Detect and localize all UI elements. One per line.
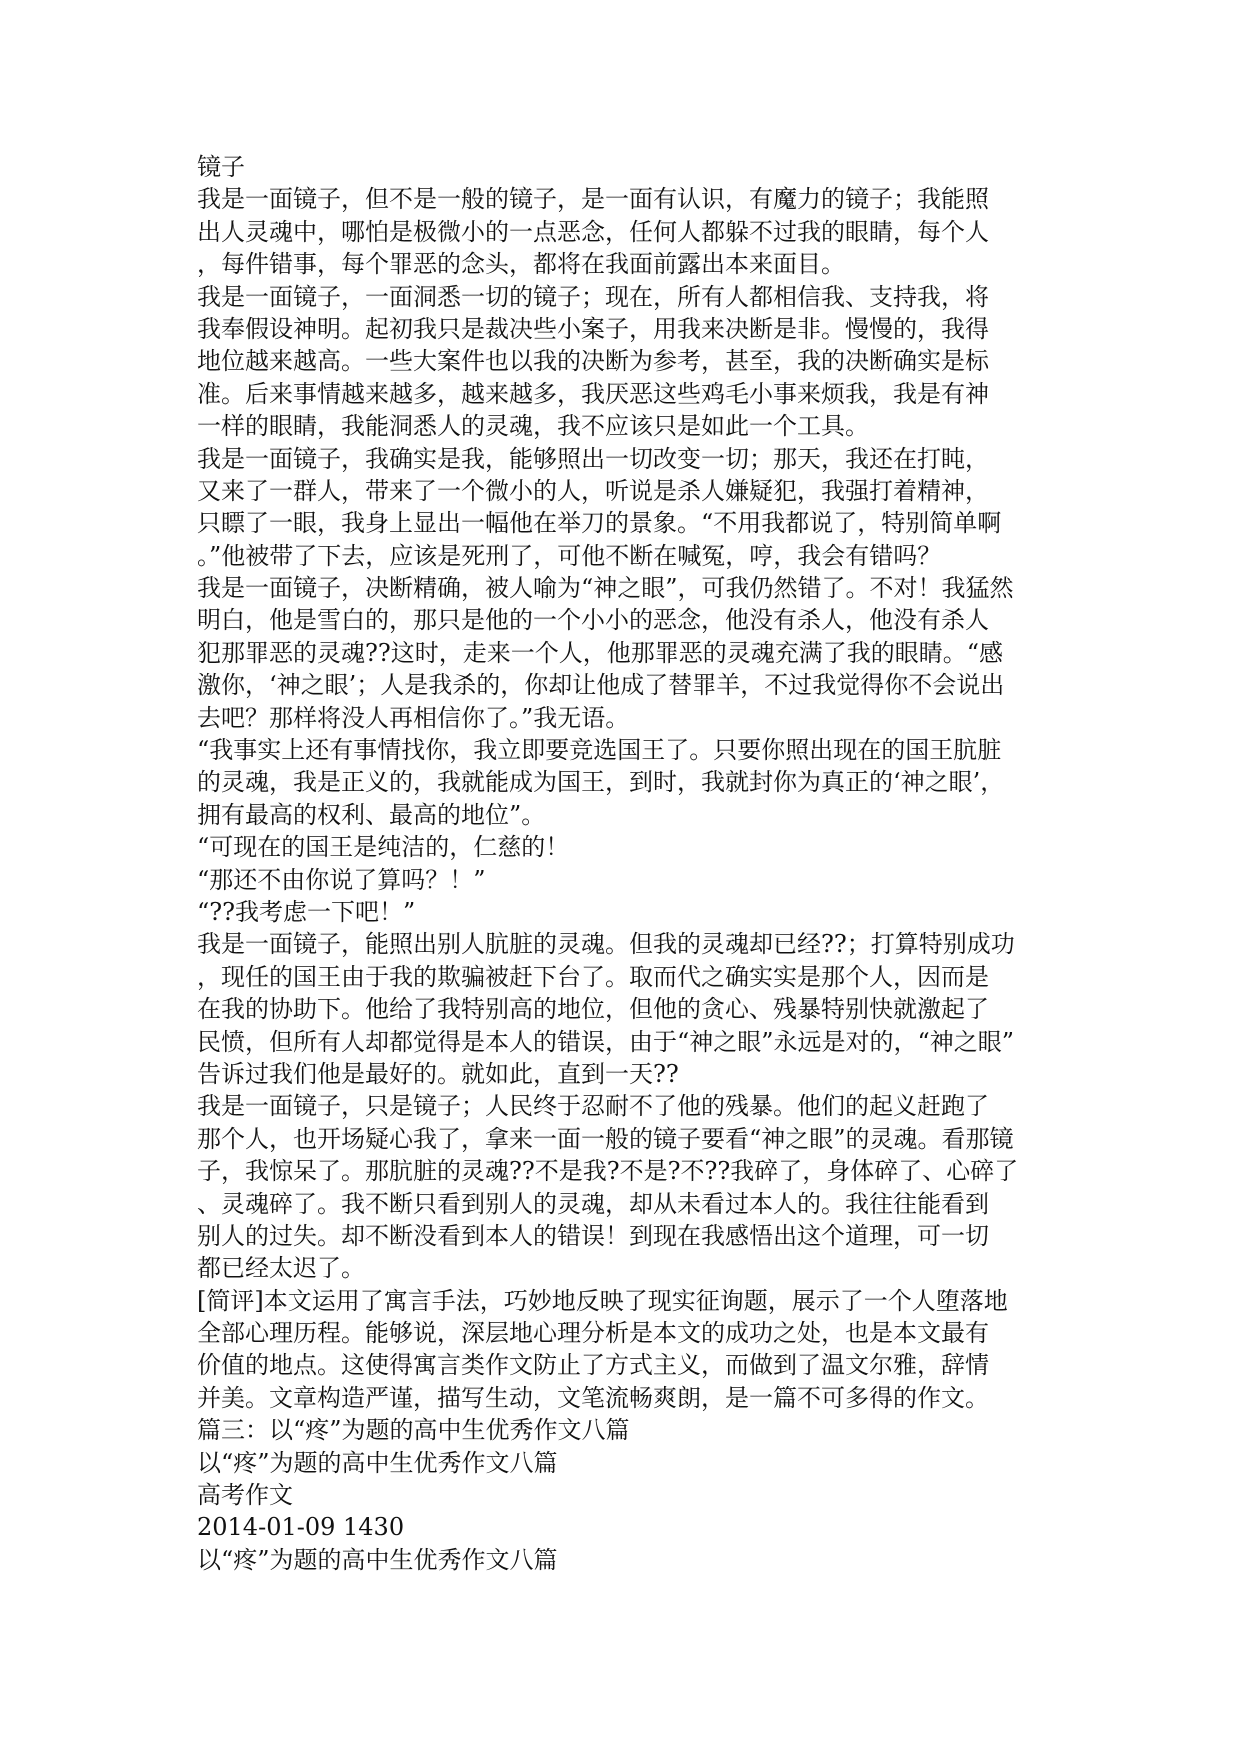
text-line: 出人灵魂中，哪怕是极微小的一点恶念，任何人都躲不过我的眼睛，每个人 xyxy=(197,217,989,246)
text-line: 高考作文 xyxy=(197,1481,293,1510)
text-line: 我是一面镜子，我确实是我，能够照出一切改变一切；那天，我还在打盹， xyxy=(197,444,989,473)
text-line: 篇三：以“疼”为题的高中生优秀作文八篇 xyxy=(197,1416,630,1445)
text-line: 并美。文章构造严谨，描写生动，文笔流畅爽朗，是一篇不可多得的作文。 xyxy=(197,1383,989,1412)
text-line: 拥有最高的权利、最高的地位”。 xyxy=(197,800,546,829)
text-line: “我事实上还有事情找你，我立即要竞选国王了。只要你照出现在的国王肮脏 xyxy=(197,736,1002,765)
text-line: 我是一面镜子，只是镜子；人民终于忍耐不了他的残暴。他们的起义赶跑了 xyxy=(197,1092,989,1121)
text-line: 犯那罪恶的灵魂??这时，走来一个人，他那罪恶的灵魂充满了我的眼睛。“感 xyxy=(197,638,1004,667)
text-line: 地位越来越高。一些大案件也以我的决断为参考，甚至，我的决断确实是标 xyxy=(197,347,989,376)
text-line: 别人的过失。却不断没看到本人的错误！到现在我感悟出这个道理，可一切 xyxy=(197,1221,989,1250)
text-line: 民愤，但所有人却都觉得是本人的错误，由于“神之眼”永远是对的，“神之眼” xyxy=(197,1027,1015,1056)
text-line: “那还不由你说了算吗？！” xyxy=(197,865,486,894)
text-line: “可现在的国王是纯洁的，仁慈的！ xyxy=(197,833,570,862)
text-line: 我是一面镜子，但不是一般的镜子，是一面有认识，有魔力的镜子；我能照 xyxy=(197,185,989,214)
text-line: 2014-01-09 1430 xyxy=(197,1513,405,1542)
text-line: 子，我惊呆了。那肮脏的灵魂??不是我?不是?不??我碎了，身体碎了、心碎了 xyxy=(197,1157,1019,1186)
text-line: [简评]本文运用了寓言手法，巧妙地反映了现实征询题，展示了一个人堕落地 xyxy=(197,1286,1008,1315)
text-line: 我是一面镜子，能照出别人肮脏的灵魂。但我的灵魂却已经??；打算特别成功 xyxy=(197,930,1015,959)
text-line: 明白，他是雪白的，那只是他的一个小小的恶念，他没有杀人，他没有杀人 xyxy=(197,606,989,635)
text-line: 、灵魂碎了。我不断只看到别人的灵魂，却从未看过本人的。我往往能看到 xyxy=(197,1189,989,1218)
text-line: 我是一面镜子，一面洞悉一切的镜子；现在，所有人都相信我、支持我，将 xyxy=(197,282,989,311)
text-line: 我是一面镜子，决断精确，被人喻为“神之眼”，可我仍然错了。不对！我猛然 xyxy=(197,574,1014,603)
text-line: 。”他被带了下去，应该是死刑了，可他不断在喊冤，哼，我会有错吗？ xyxy=(197,541,942,570)
text-line: 只瞟了一眼，我身上显出一幅他在举刀的景象。“不用我都说了，特别简单啊 xyxy=(197,509,1002,538)
text-line: 以“疼”为题的高中生优秀作文八篇 xyxy=(197,1448,558,1477)
document-title: 镜子 xyxy=(197,153,245,181)
text-line: 告诉过我们他是最好的。就如此，直到一天?? xyxy=(197,1059,679,1088)
text-line: 都已经太迟了。 xyxy=(197,1254,365,1283)
text-line: 全部心理历程。能够说，深层地心理分析是本文的成功之处，也是本文最有 xyxy=(197,1319,989,1348)
text-line: 一样的眼睛，我能洞悉人的灵魂，我不应该只是如此一个工具。 xyxy=(197,412,869,441)
text-line: 激你，‘神之眼’；人是我杀的，你却让他成了替罪羊，不过我觉得你不会说出 xyxy=(197,671,1005,700)
text-line: 那个人，也开场疑心我了，拿来一面一般的镜子要看“神之眼”的灵魂。看那镜 xyxy=(197,1124,1014,1153)
text-line: 我奉假设神明。起初我只是裁决些小案子，用我来决断是非。慢慢的，我得 xyxy=(197,314,989,343)
text-line: ，每件错事，每个罪恶的念头，都将在我面前露出本来面目。 xyxy=(197,250,845,279)
text-line: 去吧？那样将没人再相信你了。”我无语。 xyxy=(197,703,630,732)
text-line: “??我考虑一下吧！” xyxy=(197,897,416,926)
text-line: ，现任的国王由于我的欺骗被赶下台了。取而代之确实实是那个人，因而是 xyxy=(197,962,989,991)
text-line: 以“疼”为题的高中生优秀作文八篇 xyxy=(197,1545,558,1574)
document-body xyxy=(197,151,1047,1576)
text-line: 的灵魂，我是正义的，我就能成为国王，到时，我就封你为真正的‘神之眼’， xyxy=(197,768,1005,797)
text-line: 准。后来事情越来越多，越来越多，我厌恶这些鸡毛小事来烦我，我是有神 xyxy=(197,379,989,408)
text-line: 在我的协助下。他给了我特别高的地位，但他的贪心、残暴特别快就激起了 xyxy=(197,995,989,1024)
text-line: 又来了一群人，带来了一个微小的人，听说是杀人嫌疑犯，我强打着精神， xyxy=(197,476,989,505)
text-line: 价值的地点。这使得寓言类作文防止了方式主义，而做到了温文尔雅，辞情 xyxy=(197,1351,989,1380)
